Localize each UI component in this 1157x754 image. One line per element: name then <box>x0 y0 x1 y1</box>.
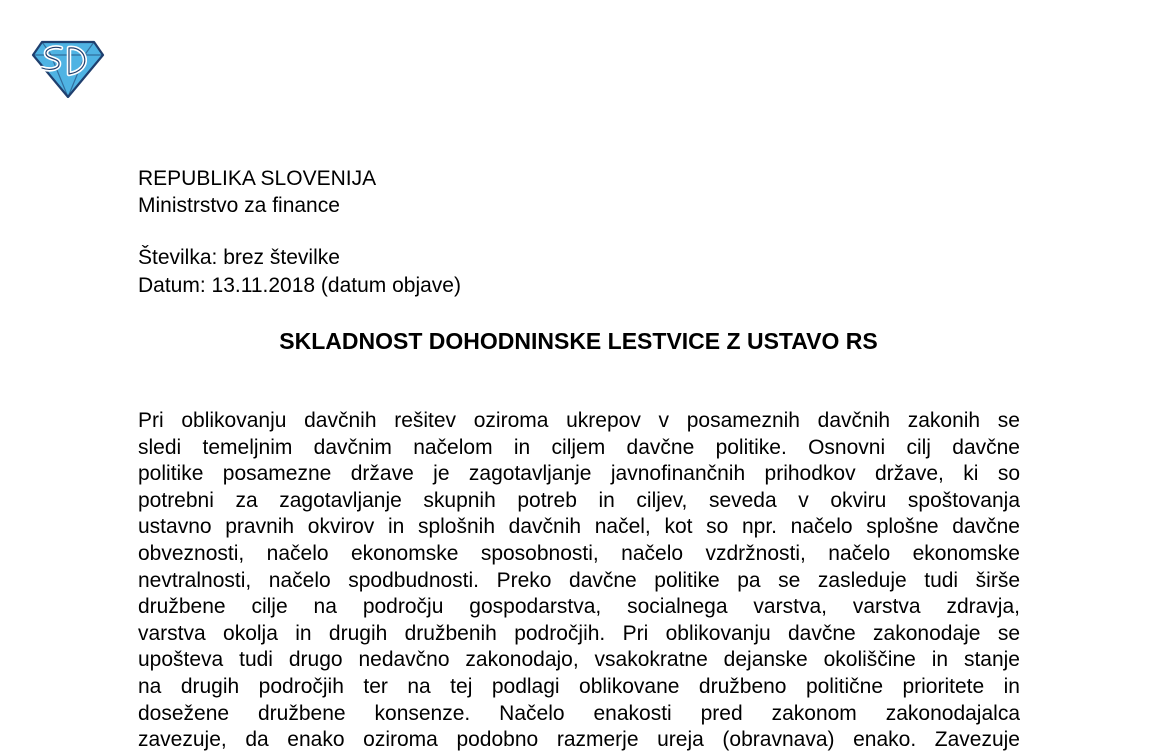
body-line: varstva okolja in drugih družbenih področjih. Pri oblikovanju davčne zakonodaje se <box>138 621 1020 645</box>
body-line: Pri oblikovanju davčnih rešitev oziroma ukrepov v posameznih davčnih zakonih se <box>138 409 1020 432</box>
body-line: obveznosti, načelo ekonomske sposobnosti, načelo vzdržnosti, načelo ekonomske <box>138 541 1020 565</box>
body-line: sledi temeljnim davčnim načelom in ciljem davčne politike. Osnovni cilj davčne <box>138 435 1020 459</box>
body-line: ustavno pravnih okvirov in splošnih davčnih načel, kot so npr. načelo splošne davčne <box>138 515 1020 539</box>
letterhead <box>138 165 376 219</box>
body-line: zavezuje, da enako oziroma podobno razmerje ureja (obravnava) enako. Zavezuje <box>138 728 1020 752</box>
sd-diamond-logo-icon <box>31 40 105 98</box>
body-line: na drugih področjih ter na tej podlagi oblikovane družbeno politične prioritete in <box>138 674 1020 698</box>
body-paragraph <box>138 408 1020 754</box>
body-line: dosežene družbene konsenze. Načelo enakosti pred zakonom zakonodajalca <box>138 701 1020 725</box>
body-line: nevtralnosti, načelo spodbudnosti. Preko davčne politike pa se zasleduje tudi širše <box>138 568 1020 592</box>
ministry-name: Ministrstvo za finance <box>138 194 340 217</box>
body-line: politike posamezne države je zagotavljanje javnofinančnih prihodkov države, ki so <box>138 462 1020 486</box>
document-title: SKLADNOST DOHODNINSKE LESTVICE Z USTAVO RS <box>279 328 878 354</box>
document-date: Datum: 13.11.2018 (datum objave) <box>138 274 461 297</box>
body-line: družbene cilje na področju gospodarstva, socialnega varstva, varstva zdravja, <box>138 595 1020 619</box>
body-line: upošteva tudi drugo nedavčno zakonodajo, vsakokratne dejanske okoliščine in stanje <box>138 648 1020 672</box>
republic-name: REPUBLIKA SLOVENIJA <box>138 167 377 190</box>
body-line: potrebni za zagotavljanje skupnih potreb in ciljev, seveda v okviru spoštovanja <box>138 488 1020 512</box>
document-number: Številka: brez številke <box>138 246 340 269</box>
document-meta <box>138 244 461 300</box>
sd-logo <box>31 40 105 98</box>
